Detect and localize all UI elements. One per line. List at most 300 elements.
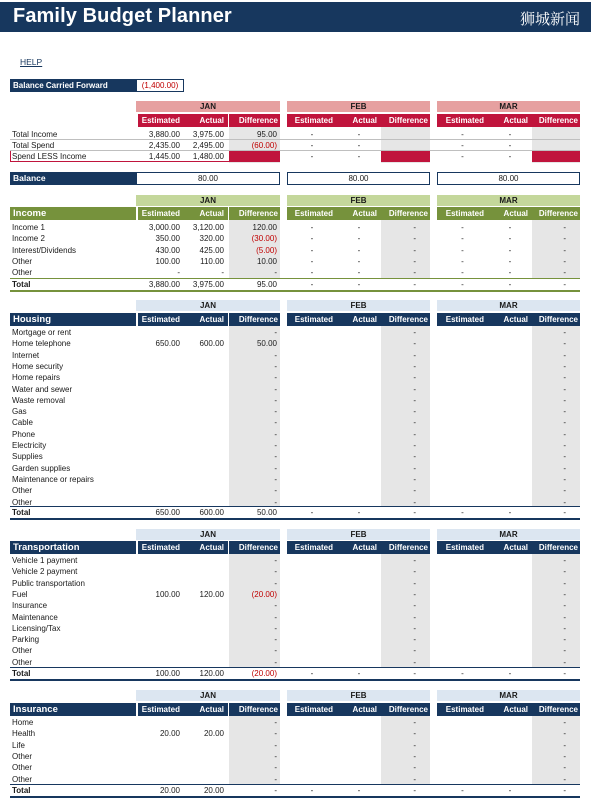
- cell-feb-difference[interactable]: -: [413, 612, 416, 622]
- cell-mar-difference[interactable]: -: [563, 635, 566, 645]
- cell-feb-difference[interactable]: -: [413, 567, 416, 577]
- cell-feb-difference[interactable]: -: [413, 497, 416, 507]
- cell-feb-difference[interactable]: -: [413, 657, 416, 667]
- cell-jan-dif[interactable]: -: [274, 395, 277, 405]
- cell-mar-difference[interactable]: -: [563, 556, 566, 565]
- month-header-jan: JAN: [136, 300, 280, 311]
- cell-jan-dif[interactable]: -: [274, 361, 277, 371]
- cell-jan-dif[interactable]: -: [274, 486, 277, 496]
- cell-jan-dif[interactable]: -: [274, 429, 277, 439]
- cell-jan-dif[interactable]: -: [274, 418, 277, 428]
- row-divider: [10, 796, 580, 798]
- cell-jan-dif[interactable]: -: [274, 452, 277, 462]
- cell-jan-dif[interactable]: -: [274, 740, 277, 750]
- section-row-label: Other: [12, 751, 33, 761]
- column-header-actual: Actual: [337, 114, 381, 127]
- cell-mar-estimated[interactable]: -: [461, 141, 464, 150]
- column-header-difference: Difference: [532, 114, 580, 127]
- section-row-label: Maintenance: [12, 612, 58, 622]
- cell-feb-estimated[interactable]: -: [310, 141, 314, 150]
- cell-mar-difference[interactable]: -: [563, 589, 566, 599]
- column-header-actual: Actual: [337, 207, 381, 220]
- column-header-estimated: Estimated: [437, 703, 488, 716]
- month-header-mar: MAR: [437, 195, 580, 206]
- cell-feb-difference[interactable]: -: [413, 578, 416, 588]
- column-header-estimated: Estimated: [287, 207, 337, 220]
- cell-mar-estimated[interactable]: -: [461, 268, 464, 278]
- cell-feb-estimated[interactable]: -: [310, 223, 314, 232]
- cell-feb-estimated[interactable]: -: [310, 508, 314, 517]
- section-row-label: Home repairs: [12, 373, 61, 383]
- column-header-estimated: Estimated: [138, 313, 184, 326]
- cell-feb-difference[interactable]: -: [413, 328, 416, 337]
- cell-jan-dif[interactable]: -: [274, 657, 277, 667]
- cell-mar-difference[interactable]: -: [563, 429, 566, 439]
- cell-mar-difference[interactable]: -: [563, 786, 566, 795]
- section-row-label: Interest/Dividends: [12, 245, 77, 255]
- section-row-label: Phone: [12, 429, 36, 439]
- cell-feb-difference[interactable]: -: [413, 234, 416, 244]
- section-row-label: Other: [12, 763, 33, 773]
- cell-mar-difference[interactable]: -: [563, 578, 566, 588]
- cell-mar-difference[interactable]: -: [563, 339, 566, 349]
- cell-mar-estimated[interactable]: -: [461, 280, 464, 289]
- cell-mar-estimated[interactable]: -: [461, 786, 464, 795]
- cell-feb-difference[interactable]: -: [413, 395, 416, 405]
- cell-feb-estimated[interactable]: -: [310, 256, 314, 266]
- cell-mar-actual[interactable]: -: [508, 256, 512, 266]
- cell-jan-act[interactable]: 3,975.00: [192, 280, 224, 289]
- cell-feb-difference[interactable]: -: [413, 486, 416, 496]
- cell-jan-act[interactable]: 425.00: [199, 245, 224, 255]
- cell-mar-difference[interactable]: -: [563, 373, 566, 383]
- column-header-estimated: Estimated: [437, 114, 488, 127]
- cell-jan-dif[interactable]: -: [274, 474, 277, 484]
- column-header-difference: Difference: [532, 703, 580, 716]
- section-title: Housing: [10, 313, 136, 326]
- cell-jan-dif[interactable]: -: [274, 612, 277, 622]
- cell-jan-dif[interactable]: -: [274, 373, 277, 383]
- cell-mar-difference[interactable]: -: [563, 280, 566, 289]
- cell-mar-actual[interactable]: -: [508, 141, 512, 150]
- section-row-label: Other: [12, 497, 33, 507]
- cell-mar-difference[interactable]: -: [563, 234, 566, 244]
- cell-feb-estimated[interactable]: -: [310, 268, 314, 278]
- section-row-label: Income 1: [12, 223, 45, 232]
- cell-mar-difference[interactable]: -: [563, 623, 566, 633]
- cell-feb-actual[interactable]: -: [357, 280, 361, 289]
- cell-mar-actual[interactable]: -: [508, 223, 512, 232]
- cell-feb-actual[interactable]: -: [357, 256, 361, 266]
- cell-mar-difference[interactable]: -: [563, 361, 566, 371]
- cell-feb-difference[interactable]: -: [413, 763, 416, 773]
- column-header-difference: Difference: [532, 207, 580, 220]
- cell-jan-dif[interactable]: -: [274, 441, 277, 450]
- help-link[interactable]: HELP: [20, 57, 43, 67]
- section-row-label: Vehicle 2 payment: [12, 567, 78, 577]
- cell-jan-dif[interactable]: 50.00: [256, 508, 277, 517]
- cell-feb-estimated[interactable]: -: [310, 280, 314, 289]
- section-row-label: Electricity: [12, 441, 47, 450]
- cell-jan-act[interactable]: 600.00: [199, 508, 224, 517]
- cell-jan-est[interactable]: 3,000.00: [148, 223, 180, 232]
- cell-mar-difference[interactable]: -: [563, 223, 566, 232]
- cell-feb-difference[interactable]: -: [413, 280, 416, 289]
- cell-jan-act[interactable]: 20.00: [203, 786, 224, 795]
- cell-feb-difference[interactable]: -: [413, 384, 416, 394]
- cell-feb-difference[interactable]: -: [413, 508, 416, 517]
- cell-mar-estimated[interactable]: -: [461, 256, 464, 266]
- cell-jan-dif[interactable]: -: [274, 463, 277, 473]
- cell-jan-est[interactable]: 3,880.00: [148, 280, 180, 289]
- cell-mar-difference[interactable]: -: [563, 740, 566, 750]
- cell-feb-difference[interactable]: -: [413, 740, 416, 750]
- section-row-label: Income 2: [12, 234, 45, 244]
- cell-feb-difference[interactable]: -: [413, 339, 416, 349]
- cell-feb-estimated[interactable]: -: [310, 234, 314, 244]
- cell-feb-difference[interactable]: -: [413, 407, 416, 417]
- section-row-label: Public transportation: [12, 578, 85, 588]
- section-row-label: Other: [12, 657, 33, 667]
- cell-jan-est[interactable]: 3,880.00: [148, 130, 180, 139]
- balance-carried-forward-label: Balance Carried Forward: [10, 79, 136, 92]
- row-divider: [10, 150, 580, 151]
- cell-mar-difference[interactable]: -: [563, 669, 566, 678]
- cell-jan-dif[interactable]: 95.00: [256, 280, 277, 289]
- cell-mar-difference[interactable]: -: [563, 441, 566, 450]
- section-title: Insurance: [10, 703, 136, 716]
- cell-feb-actual[interactable]: -: [357, 223, 361, 232]
- cell-jan-est[interactable]: 430.00: [155, 245, 180, 255]
- section-row-label: Supplies: [12, 452, 43, 462]
- cell-feb-difference[interactable]: -: [413, 786, 416, 795]
- cell-jan-dif[interactable]: -: [274, 635, 277, 645]
- cell-feb-actual[interactable]: -: [357, 130, 361, 139]
- cell-jan-dif[interactable]: -: [274, 567, 277, 577]
- column-header-actual: Actual: [184, 541, 228, 554]
- cell-mar-actual[interactable]: -: [508, 508, 512, 517]
- cell-jan-dif[interactable]: -: [274, 407, 277, 417]
- cell-jan-dif[interactable]: -: [274, 729, 277, 739]
- section-row-label: Vehicle 1 payment: [12, 556, 78, 565]
- cell-jan-act[interactable]: 120.00: [199, 669, 224, 678]
- column-header-difference: Difference: [229, 703, 280, 716]
- cell-mar-actual[interactable]: -: [508, 234, 512, 244]
- cell-jan-dif[interactable]: -: [274, 774, 277, 784]
- cell-feb-difference[interactable]: -: [413, 718, 416, 727]
- title-bar: [0, 2, 591, 32]
- cell-jan-dif[interactable]: (5.00): [256, 245, 277, 255]
- cell-jan-est[interactable]: 20.00: [159, 786, 180, 795]
- cell-mar-difference[interactable]: -: [563, 328, 566, 337]
- section-row-label: Mortgage or rent: [12, 328, 72, 337]
- cell-mar-difference[interactable]: -: [563, 350, 566, 360]
- cell-jan-dif[interactable]: -: [274, 384, 277, 394]
- cell-jan-dif[interactable]: -: [274, 268, 277, 278]
- cell-feb-actual[interactable]: -: [357, 245, 361, 255]
- month-header-feb: FEB: [287, 101, 430, 112]
- column-header-estimated: Estimated: [138, 541, 184, 554]
- cell-mar-difference[interactable]: -: [563, 567, 566, 577]
- page-title: Family Budget Planner: [13, 5, 232, 27]
- row-divider: [10, 518, 580, 520]
- watermark-text: 狮城新闻: [519, 10, 580, 28]
- cell-jan-act[interactable]: -: [221, 268, 224, 278]
- column-header-estimated: Estimated: [437, 313, 488, 326]
- cell-jan-dif[interactable]: -: [274, 350, 277, 360]
- column-header-difference: Difference: [381, 703, 430, 716]
- cell-feb-difference[interactable]: -: [413, 429, 416, 439]
- cell-mar-estimated[interactable]: -: [461, 152, 464, 161]
- section-row-label: Parking: [12, 635, 40, 645]
- cell-feb-difference[interactable]: -: [413, 361, 416, 371]
- cell-jan-act[interactable]: 20.00: [203, 729, 224, 739]
- section-row-label: Internet: [12, 350, 40, 360]
- cell-feb-difference[interactable]: -: [413, 669, 416, 678]
- cell-mar-estimated[interactable]: -: [461, 669, 464, 678]
- cell-feb-actual[interactable]: -: [357, 152, 361, 161]
- column-header-actual: Actual: [488, 114, 532, 127]
- column-header-estimated: Estimated: [138, 207, 184, 220]
- cell-mar-difference[interactable]: -: [563, 508, 566, 517]
- cell-jan-act[interactable]: 3,120.00: [192, 223, 224, 232]
- section-row-label: Gas: [12, 407, 27, 417]
- section-row-label: Other: [12, 646, 33, 656]
- column-header-difference: Difference: [381, 114, 430, 127]
- section-row-label: Other: [12, 774, 33, 784]
- cell-feb-difference[interactable]: -: [413, 774, 416, 784]
- cell-feb-actual[interactable]: -: [357, 268, 361, 278]
- cell-jan-est[interactable]: 350.00: [155, 234, 180, 244]
- month-header-feb: FEB: [287, 195, 430, 206]
- column-header-actual: Actual: [184, 313, 228, 326]
- cell-feb-difference[interactable]: -: [413, 474, 416, 484]
- cell-feb-actual[interactable]: -: [357, 786, 361, 795]
- cell-jan-dif[interactable]: -: [274, 718, 277, 727]
- month-header-mar: MAR: [437, 101, 580, 112]
- column-header-actual: Actual: [488, 703, 532, 716]
- cell-mar-actual[interactable]: -: [508, 669, 512, 678]
- cell-feb-estimated[interactable]: -: [310, 669, 314, 678]
- cell-feb-difference[interactable]: -: [413, 245, 416, 255]
- cell-mar-estimated[interactable]: -: [461, 223, 464, 232]
- column-header-difference: Difference: [229, 313, 280, 326]
- cell-jan-dif[interactable]: -: [274, 578, 277, 588]
- cell-feb-difference[interactable]: -: [413, 635, 416, 645]
- column-header-estimated: Estimated: [287, 313, 337, 326]
- column-header-estimated: Estimated: [287, 703, 337, 716]
- cell-jan-dif[interactable]: (20.00): [251, 589, 277, 599]
- column-header-difference: Difference: [381, 207, 430, 220]
- column-header-estimated: Estimated: [138, 114, 184, 127]
- cell-jan-act[interactable]: 120.00: [199, 589, 224, 599]
- column-header-actual: Actual: [488, 541, 532, 554]
- cell-jan-dif[interactable]: -: [274, 328, 277, 337]
- cell-jan-dif[interactable]: 10.00: [256, 256, 277, 266]
- section-title: Income: [10, 207, 136, 220]
- column-header-difference: Difference: [229, 207, 280, 220]
- cell-mar-difference[interactable]: -: [563, 718, 566, 727]
- cell-feb-actual[interactable]: -: [357, 234, 361, 244]
- cell-mar-difference[interactable]: -: [563, 486, 566, 496]
- cell-feb-difference[interactable]: -: [413, 601, 416, 611]
- cell-feb-difference[interactable]: -: [413, 623, 416, 633]
- section-row-label: Other: [12, 486, 33, 496]
- cell-mar-actual[interactable]: -: [508, 245, 512, 255]
- cell-feb-difference[interactable]: -: [413, 556, 416, 565]
- cell-feb-difference[interactable]: -: [413, 452, 416, 462]
- cell-jan-act[interactable]: 320.00: [199, 234, 224, 244]
- cell-mar-actual[interactable]: -: [508, 152, 512, 161]
- cell-mar-difference[interactable]: -: [563, 463, 566, 473]
- month-header-jan: JAN: [136, 101, 280, 112]
- cell-feb-estimated[interactable]: -: [310, 786, 314, 795]
- cell-mar-actual[interactable]: -: [508, 268, 512, 278]
- cell-feb-difference[interactable]: -: [413, 350, 416, 360]
- section-row-label: Life: [12, 740, 25, 750]
- section-row-label: Insurance: [12, 601, 48, 611]
- cell-mar-difference[interactable]: -: [563, 601, 566, 611]
- cell-mar-actual[interactable]: -: [508, 280, 512, 289]
- column-header-estimated: Estimated: [437, 541, 488, 554]
- cell-mar-difference[interactable]: -: [563, 646, 566, 656]
- cell-mar-difference[interactable]: -: [563, 729, 566, 739]
- cell-mar-difference[interactable]: -: [563, 452, 566, 462]
- section-row-label: Garden supplies: [12, 463, 71, 473]
- cell-feb-difference[interactable]: -: [413, 268, 416, 278]
- cell-feb-estimated[interactable]: -: [310, 152, 314, 161]
- cell-mar-difference[interactable]: -: [563, 407, 566, 417]
- cell-jan-est[interactable]: -: [177, 268, 180, 278]
- cell-feb-difference[interactable]: -: [413, 373, 416, 383]
- cell-mar-difference[interactable]: -: [563, 474, 566, 484]
- section-row-label: Other: [12, 268, 33, 278]
- cell-mar-difference[interactable]: -: [563, 657, 566, 667]
- cell-feb-actual[interactable]: -: [357, 508, 361, 517]
- cell-jan-dif[interactable]: -: [274, 646, 277, 656]
- cell-feb-difference[interactable]: -: [413, 256, 416, 266]
- month-header-feb: FEB: [287, 300, 430, 311]
- cell-mar-difference[interactable]: -: [563, 268, 566, 278]
- month-header-feb: FEB: [287, 529, 430, 540]
- cell-jan-act[interactable]: 1,480.00: [192, 152, 224, 161]
- column-header-estimated: Estimated: [138, 703, 184, 716]
- cell-mar-actual[interactable]: -: [508, 130, 512, 139]
- cell-jan-dif[interactable]: (30.00): [251, 234, 277, 244]
- cell-mar-estimated[interactable]: -: [461, 234, 464, 244]
- cell-mar-difference[interactable]: -: [563, 497, 566, 507]
- cell-mar-difference[interactable]: -: [563, 612, 566, 622]
- cell-jan-dif[interactable]: -: [274, 601, 277, 611]
- summary-row-label: Total Income: [12, 130, 58, 139]
- cell-feb-estimated[interactable]: -: [310, 130, 314, 139]
- section-row-label: Water and sewer: [12, 384, 73, 394]
- cell-feb-difference[interactable]: -: [413, 463, 416, 473]
- column-header-estimated: Estimated: [287, 541, 337, 554]
- cell-jan-act[interactable]: 3,975.00: [192, 130, 224, 139]
- cell-mar-difference[interactable]: -: [563, 774, 566, 784]
- section-row-label: Home security: [12, 361, 64, 371]
- cell-mar-estimated[interactable]: -: [461, 508, 464, 517]
- cell-jan-dif[interactable]: -: [274, 623, 277, 633]
- cell-jan-est[interactable]: 650.00: [155, 508, 180, 517]
- column-header-estimated: Estimated: [287, 114, 337, 127]
- summary-row-label: Spend LESS Income: [12, 152, 87, 161]
- cell-mar-estimated[interactable]: -: [461, 245, 464, 255]
- balance-value-jan[interactable]: 80.00: [136, 172, 280, 185]
- cell-jan-est[interactable]: 650.00: [155, 339, 180, 349]
- balance-value-mar[interactable]: 80.00: [437, 172, 580, 185]
- cell-jan-act[interactable]: 2,495.00: [192, 141, 224, 150]
- cell-feb-difference[interactable]: -: [413, 418, 416, 428]
- cell-mar-difference[interactable]: -: [563, 763, 566, 773]
- month-header-mar: MAR: [437, 529, 580, 540]
- cell-jan-dif[interactable]: 50.00: [256, 339, 277, 349]
- cell-jan-dif[interactable]: 95.00: [256, 130, 277, 139]
- cell-jan-dif[interactable]: -: [274, 497, 277, 507]
- balance-value-feb[interactable]: 80.00: [287, 172, 430, 185]
- cell-feb-estimated[interactable]: -: [310, 245, 314, 255]
- cell-feb-actual[interactable]: -: [357, 669, 361, 678]
- cell-jan-dif[interactable]: -: [274, 556, 277, 565]
- cell-mar-difference[interactable]: -: [563, 751, 566, 761]
- cell-feb-difference[interactable]: -: [413, 441, 416, 450]
- month-header-mar: MAR: [437, 690, 580, 701]
- cell-mar-difference[interactable]: -: [563, 256, 566, 266]
- cell-jan-est[interactable]: 1,445.00: [148, 152, 180, 161]
- cell-jan-dif[interactable]: -: [274, 751, 277, 761]
- column-header-actual: Actual: [337, 541, 381, 554]
- cell-jan-est[interactable]: 2,435.00: [148, 141, 180, 150]
- cell-mar-estimated[interactable]: -: [461, 130, 464, 139]
- cell-feb-difference[interactable]: -: [413, 589, 416, 599]
- cell-jan-est[interactable]: 100.00: [155, 589, 180, 599]
- cell-mar-difference[interactable]: -: [563, 245, 566, 255]
- cell-jan-est[interactable]: 100.00: [155, 669, 180, 678]
- cell-mar-actual[interactable]: -: [508, 786, 512, 795]
- column-header-actual: Actual: [184, 207, 228, 220]
- section-title: Transportation: [10, 541, 136, 554]
- cell-jan-dif[interactable]: (60.00): [251, 141, 277, 150]
- cell-jan-dif[interactable]: 120.00: [252, 223, 277, 232]
- section-row-label: Home telephone: [12, 339, 71, 349]
- column-header-actual: Actual: [337, 313, 381, 326]
- balance-label: Balance: [10, 172, 136, 185]
- cell-feb-difference[interactable]: -: [413, 223, 416, 232]
- cell-jan-dif[interactable]: -: [274, 763, 277, 773]
- cell-mar-difference[interactable]: -: [563, 395, 566, 405]
- cell-feb-difference[interactable]: -: [413, 729, 416, 739]
- cell-jan-est[interactable]: 100.00: [155, 256, 180, 266]
- cell-feb-difference[interactable]: -: [413, 646, 416, 656]
- cell-jan-dif[interactable]: -: [274, 786, 277, 795]
- cell-mar-difference[interactable]: -: [563, 418, 566, 428]
- cell-feb-actual[interactable]: -: [357, 141, 361, 150]
- cell-jan-est[interactable]: 20.00: [159, 729, 180, 739]
- difference-highlight: [381, 150, 430, 162]
- row-divider: [10, 290, 580, 292]
- cell-feb-difference[interactable]: -: [413, 751, 416, 761]
- section-row-label: Licensing/Tax: [12, 623, 61, 633]
- balance-carried-forward-value[interactable]: (1,400.00): [136, 79, 184, 92]
- column-header-actual: Actual: [488, 207, 532, 220]
- month-header-jan: JAN: [136, 529, 280, 540]
- cell-mar-difference[interactable]: -: [563, 384, 566, 394]
- cell-jan-dif[interactable]: (20.00): [251, 669, 277, 678]
- month-header-feb: FEB: [287, 690, 430, 701]
- cell-jan-act[interactable]: 600.00: [199, 339, 224, 349]
- cell-jan-act[interactable]: 110.00: [200, 256, 224, 266]
